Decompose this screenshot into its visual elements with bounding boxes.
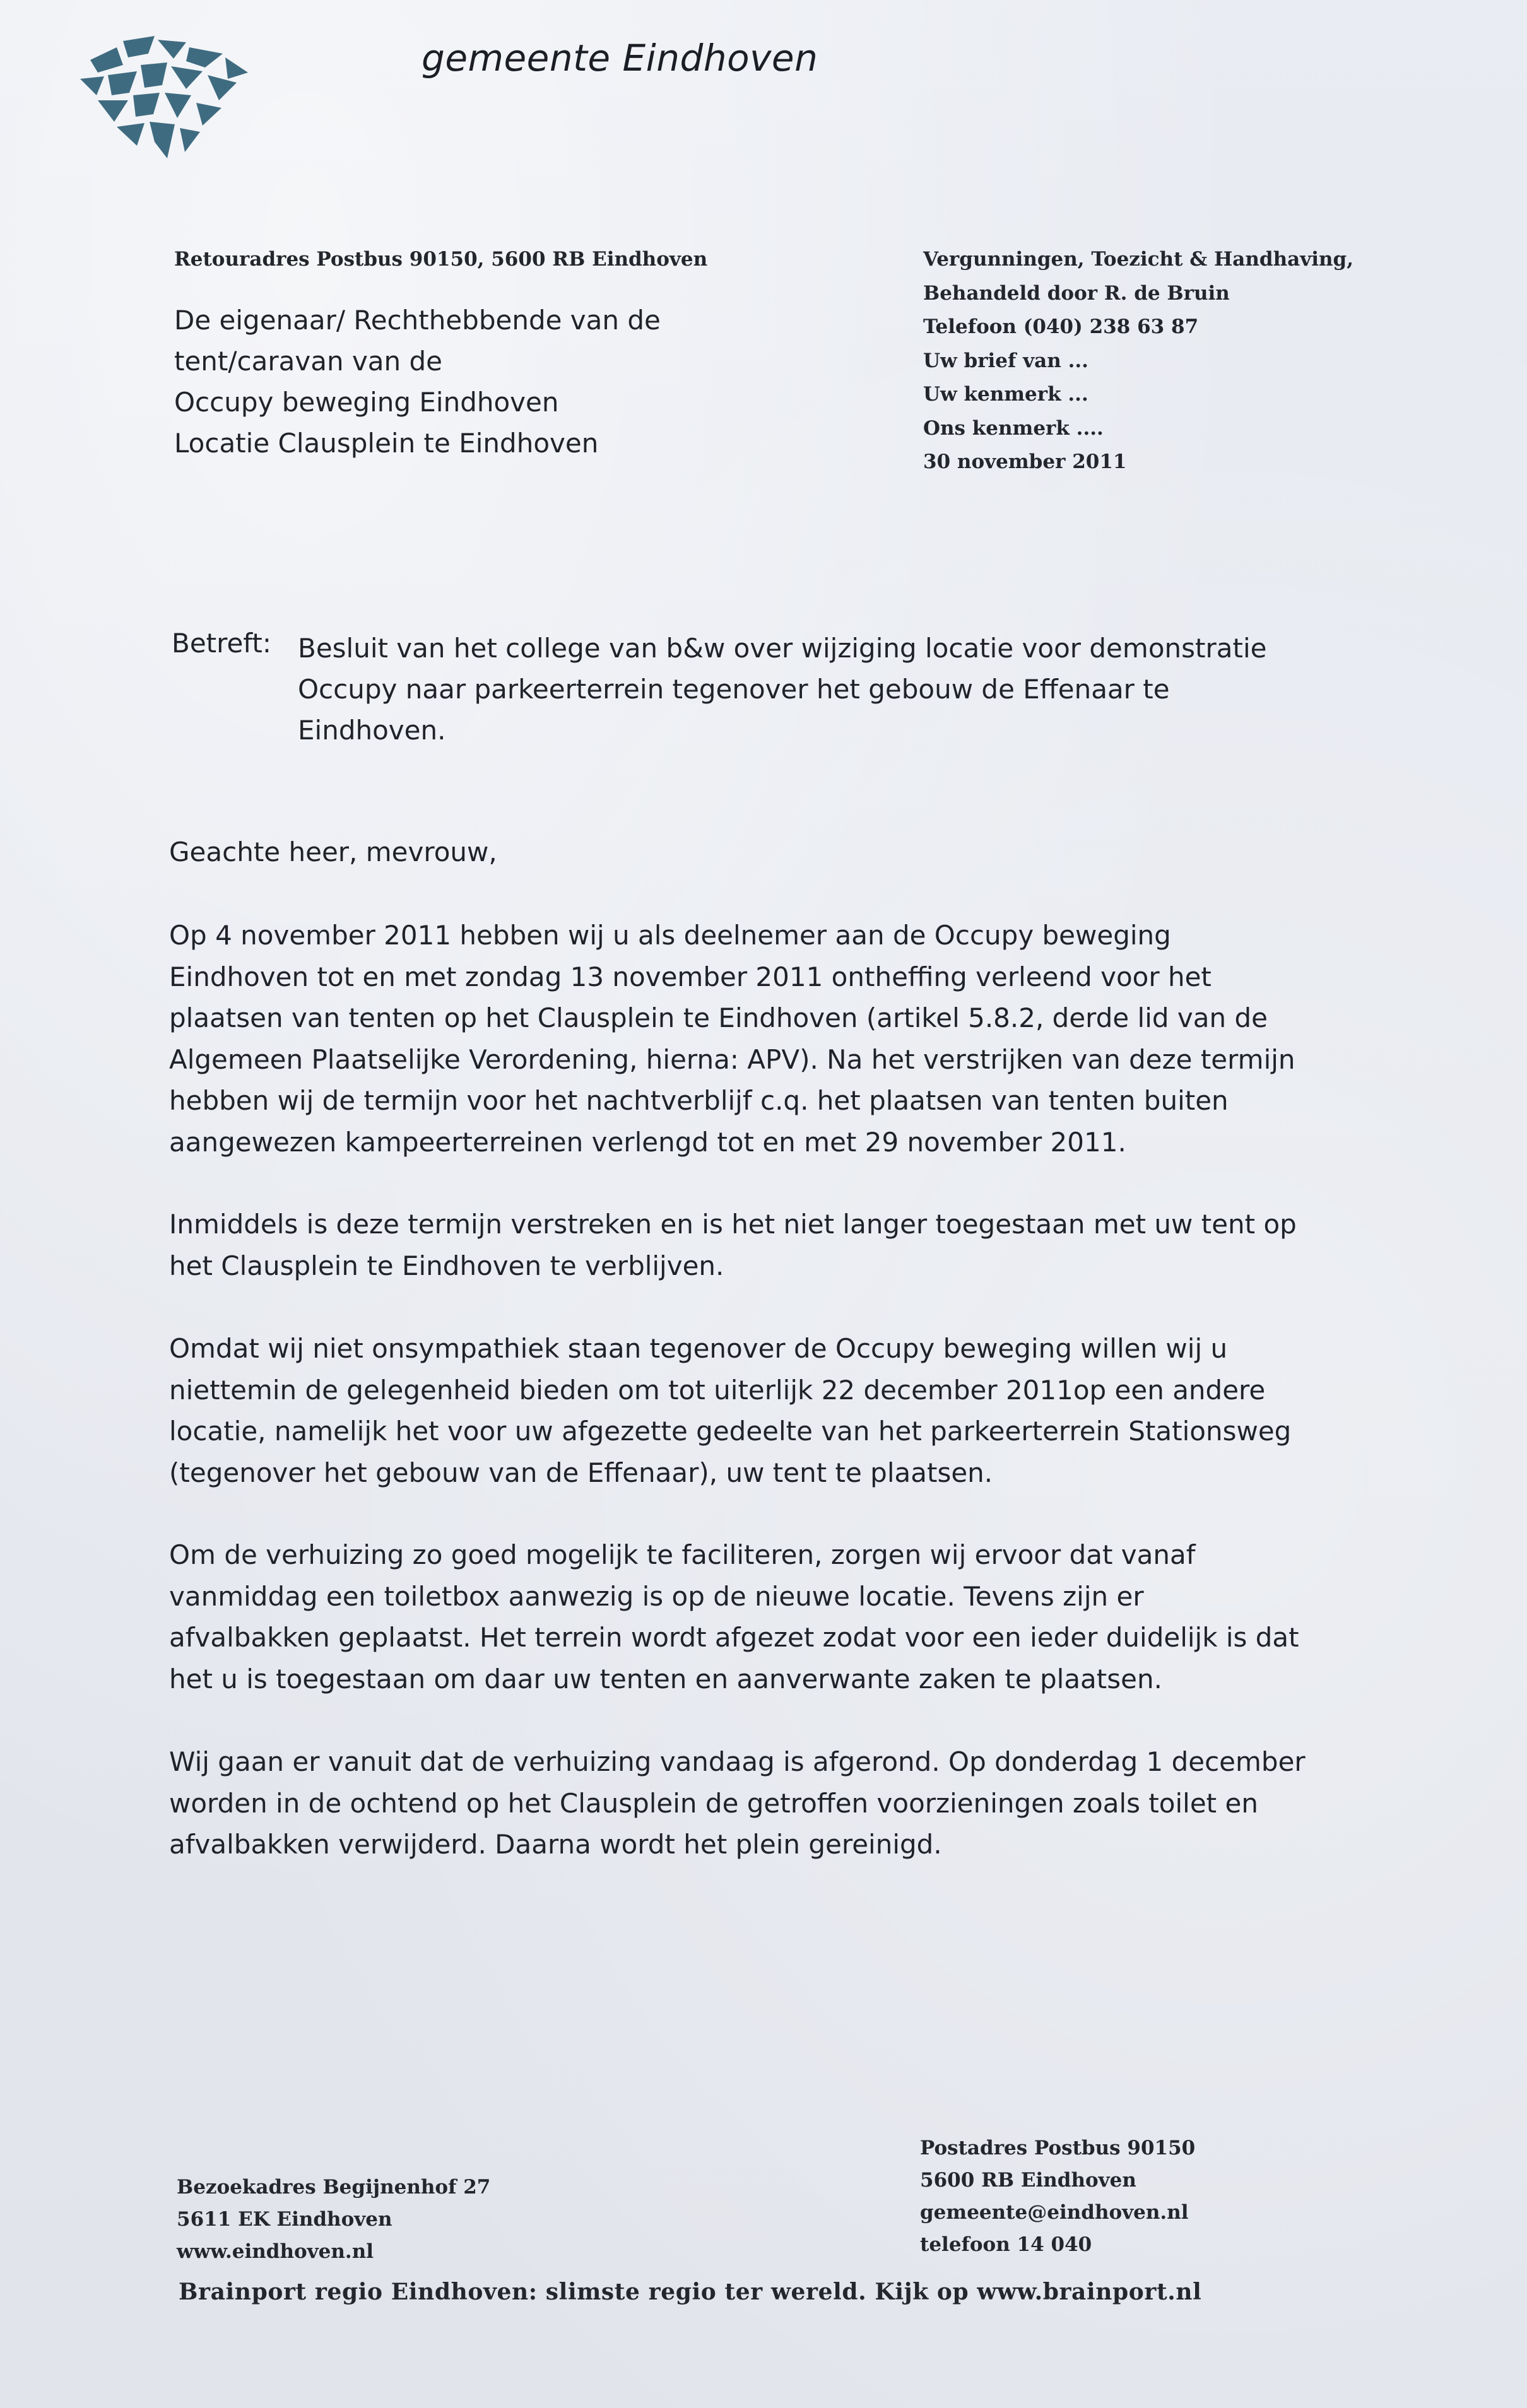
organization-name: gemeente Eindhoven: [422, 37, 818, 79]
paragraph-line: (tegenover het gebouw van de Effenaar), uw tent te plaatsen.: [169, 1457, 993, 1488]
department: Vergunningen, Toezicht & Handhaving,: [923, 248, 1353, 271]
paragraph-line: afvalbakken verwijderd. Daarna wordt het plein gereinigd.: [169, 1829, 942, 1860]
body-paragraph: [169, 1204, 1297, 1286]
recipient-line: Occupy beweging Eindhoven: [174, 387, 559, 418]
paragraph-line: niettemin de gelegenheid bieden om tot uiterlijk 22 december 2011op een andere: [169, 1374, 1266, 1406]
paragraph-line: Om de verhuizing zo goed mogelijk te faciliteren, zorgen wij ervoor dat vanaf: [169, 1539, 1196, 1570]
visit-address-line: Bezoekadres Begijnenhof 27: [177, 2176, 491, 2199]
brainport-slogan: Brainport regio Eindhoven: slimste regio ter wereld. Kijk op www.brainport.nl: [179, 2279, 1202, 2305]
subject-text: [298, 628, 1266, 751]
footer-phone: telefoon 14 040: [920, 2233, 1092, 2256]
handled-by: Behandeld door R. de Bruin: [923, 281, 1230, 305]
reference-block: [923, 243, 1353, 479]
paragraph-line: Inmiddels is deze termijn verstreken en is het niet langer toegestaan met uw tent op: [169, 1209, 1297, 1240]
return-address: Retouradres Postbus 90150, 5600 RB Eindhoven: [174, 248, 708, 271]
paragraph-line: Eindhoven tot en met zondag 13 november 2011 ontheffing verleend voor het: [169, 961, 1212, 992]
recipient-line: tent/caravan van de: [174, 346, 443, 377]
body-paragraph: [169, 1328, 1291, 1493]
recipient-block: [174, 300, 661, 464]
paragraph-line: plaatsen van tenten op het Clausplein te Eindhoven (artikel 5.8.2, derde lid van de: [169, 1002, 1268, 1033]
recipient-line: De eigenaar/ Rechthebbende van de: [174, 305, 661, 336]
postal-address: [920, 2132, 1195, 2261]
paragraph-line: locatie, namelijk het voor uw afgezette gedeelte van het parkeerterrein Stationsweg: [169, 1416, 1292, 1447]
body-paragraph: [169, 1741, 1306, 1865]
postal-address-line: 5600 RB Eindhoven: [920, 2169, 1136, 2192]
paragraph-line: Wij gaan er vanuit dat de verhuizing vandaag is afgerond. Op donderdag 1 december: [169, 1746, 1306, 1777]
your-reference: Uw kenmerk ...: [923, 383, 1088, 406]
subject-line: Besluit van het college van b&w over wijziging locatie voor demonstratie: [298, 633, 1267, 664]
paragraph-line: worden in de ochtend op het Clausplein de getroffen voorzieningen zoals toilet en: [169, 1787, 1258, 1819]
paragraph-line: Op 4 november 2011 hebben wij u als deelnemer aan de Occupy beweging: [169, 920, 1171, 951]
website-link[interactable]: www.eindhoven.nl: [177, 2240, 374, 2263]
subject-label: Betreft:: [172, 628, 271, 659]
body-paragraph: [169, 1534, 1299, 1700]
letter-date: 30 november 2011: [923, 450, 1127, 473]
paragraph-line: afvalbakken geplaatst. Het terrein wordt afgezet zodat voor een ieder duidelijk is dat: [169, 1622, 1299, 1653]
visit-address: [177, 2171, 490, 2268]
municipality-logo-icon: [79, 35, 249, 161]
paragraph-line: Omdat wij niet onsympathiek staan tegenover de Occupy beweging willen wij u: [169, 1333, 1228, 1364]
paragraph-line: Algemeen Plaatselijke Verordening, hierna: APV). Na het verstrijken van deze termijn: [169, 1043, 1295, 1075]
visit-address-line: 5611 EK Eindhoven: [177, 2208, 392, 2231]
email-link[interactable]: gemeente@eindhoven.nl: [920, 2201, 1189, 2224]
your-letter: Uw brief van ...: [923, 349, 1088, 372]
subject-line: Occupy naar parkeerterrein tegenover het gebouw de Effenaar te: [298, 674, 1170, 705]
paragraph-line: het u is toegestaan om daar uw tenten en aanverwante zaken te plaatsen.: [169, 1663, 1162, 1694]
postal-address-line: Postadres Postbus 90150: [920, 2137, 1196, 2159]
body-paragraph: [169, 915, 1295, 1163]
our-reference: Ons kenmerk ....: [923, 416, 1104, 440]
recipient-line: Locatie Clausplein te Eindhoven: [174, 428, 599, 459]
paragraph-line: vanmiddag een toiletbox aanwezig is op de nieuwe locatie. Tevens zijn er: [169, 1580, 1144, 1612]
paragraph-line: hebben wij de termijn voor het nachtverblijf c.q. het plaatsen van tenten buiten: [169, 1085, 1229, 1116]
paragraph-line: het Clausplein te Eindhoven te verblijven.: [169, 1250, 724, 1281]
salutation: Geachte heer, mevrouw,: [169, 837, 497, 867]
phone-number: Telefoon (040) 238 63 87: [923, 315, 1199, 338]
subject-line: Eindhoven.: [298, 715, 446, 746]
paragraph-line: aangewezen kampeerterreinen verlengd tot en met 29 november 2011.: [169, 1126, 1126, 1158]
